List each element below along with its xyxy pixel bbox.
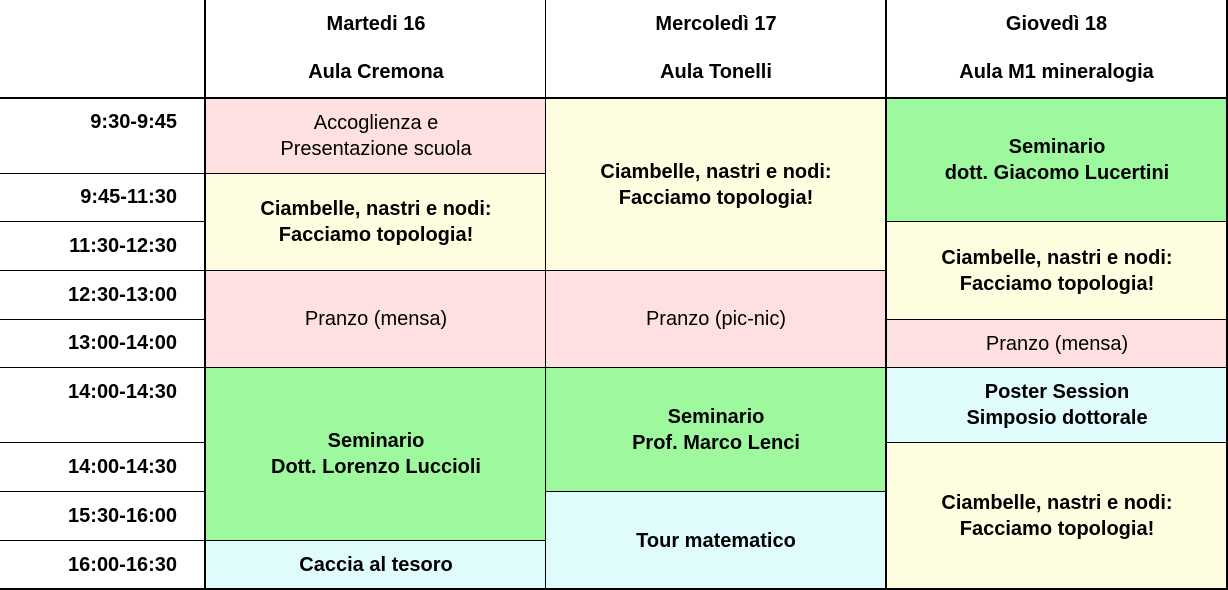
- event-line: Seminario: [327, 430, 425, 452]
- event-line: Seminario: [667, 405, 765, 428]
- time-slot: 15:30-16:00: [68, 505, 177, 527]
- event-line: Dott. Lorenzo Luccioli: [271, 456, 481, 478]
- event-line: Tour matematico: [636, 529, 796, 552]
- event-topology-workshop: [546, 99, 886, 270]
- grid-line: [205, 270, 546, 271]
- grid-line: [0, 540, 205, 541]
- event-line: Ciambelle, nastri e nodi:: [941, 246, 1173, 269]
- event-line: Facciamo topologia!: [278, 224, 474, 246]
- grid-line: [546, 367, 886, 368]
- event-line: dott. Giacomo Lucertini: [944, 162, 1170, 184]
- grid-line: [0, 221, 205, 222]
- event-math-tour: [546, 492, 886, 589]
- grid-line: [0, 367, 205, 368]
- grid-line: [546, 270, 886, 271]
- grid-line: [546, 491, 886, 492]
- time-slot: 12:30-13:00: [68, 284, 177, 306]
- event-topology-workshop: [887, 222, 1227, 319]
- time-slot: 14:00-14:30: [68, 456, 177, 478]
- event-line: Poster Session: [984, 381, 1130, 403]
- event-line: Ciambelle, nastri e nodi:: [260, 198, 492, 220]
- event-lunch: [206, 271, 546, 367]
- event-line: Prof. Marco Lenci: [632, 431, 800, 454]
- grid-line: [205, 540, 546, 541]
- grid-line: [886, 221, 1227, 222]
- event-line: Pranzo (mensa): [304, 308, 448, 330]
- event-seminar: [206, 368, 546, 540]
- time-slot: 11:30-12:30: [69, 235, 177, 257]
- grid-line: [205, 173, 546, 174]
- event-seminar: [546, 368, 886, 491]
- grid-line: [0, 97, 1228, 99]
- event-seminar: [887, 99, 1227, 221]
- event-poster-session: [887, 368, 1227, 442]
- header-room-thursday: Aula M1 mineralogia: [959, 61, 1154, 83]
- time-slot: 9:30-9:45: [90, 111, 177, 133]
- event-line: Ciambelle, nastri e nodi:: [600, 160, 832, 183]
- event-line: Facciamo topologia!: [959, 272, 1155, 295]
- grid-line: [886, 367, 1227, 368]
- grid-line: [0, 491, 205, 492]
- grid-line: [0, 319, 205, 320]
- grid-line: [204, 0, 206, 590]
- event-topology-workshop: [887, 443, 1227, 589]
- event-welcome: [206, 99, 546, 173]
- grid-line: [0, 270, 205, 271]
- event-line: Pranzo (pic-nic): [645, 308, 787, 330]
- header-day-tuesday: Martedi 16: [326, 13, 426, 35]
- header-room-tuesday: Aula Cremona: [308, 61, 444, 83]
- grid-line: [0, 442, 205, 443]
- grid-line: [886, 442, 1227, 443]
- event-line: Caccia al tesoro: [299, 554, 453, 576]
- time-slot: 16:00-16:30: [68, 554, 177, 576]
- time-slot: 9:45-11:30: [80, 186, 177, 208]
- event-line: Seminario: [1008, 136, 1106, 158]
- header-day-thursday: Giovedì 18: [1005, 13, 1108, 35]
- event-topology-workshop: [206, 174, 546, 270]
- header-room-wednesday: Aula Tonelli: [660, 61, 772, 83]
- header-day-wednesday: Mercoledì 17: [655, 13, 777, 35]
- grid-line: [0, 173, 205, 174]
- time-slot: 13:00-14:00: [68, 332, 177, 354]
- event-line: Accoglienza e: [313, 112, 439, 134]
- event-treasure-hunt: [206, 541, 546, 589]
- grid-line: [885, 0, 887, 590]
- event-lunch: [546, 271, 886, 367]
- event-lunch: [887, 320, 1227, 367]
- grid-line: [886, 319, 1227, 320]
- grid-line: [205, 367, 546, 368]
- event-line: Pranzo (mensa): [985, 332, 1129, 355]
- event-line: Facciamo topologia!: [618, 186, 814, 209]
- time-slot: 14:00-14:30: [68, 381, 177, 403]
- event-line: Simposio dottorale: [966, 407, 1148, 429]
- event-line: Ciambelle, nastri e nodi:: [941, 492, 1173, 514]
- event-line: Facciamo topologia!: [959, 518, 1155, 540]
- event-line: Presentazione scuola: [280, 138, 472, 160]
- grid-line: [545, 0, 546, 590]
